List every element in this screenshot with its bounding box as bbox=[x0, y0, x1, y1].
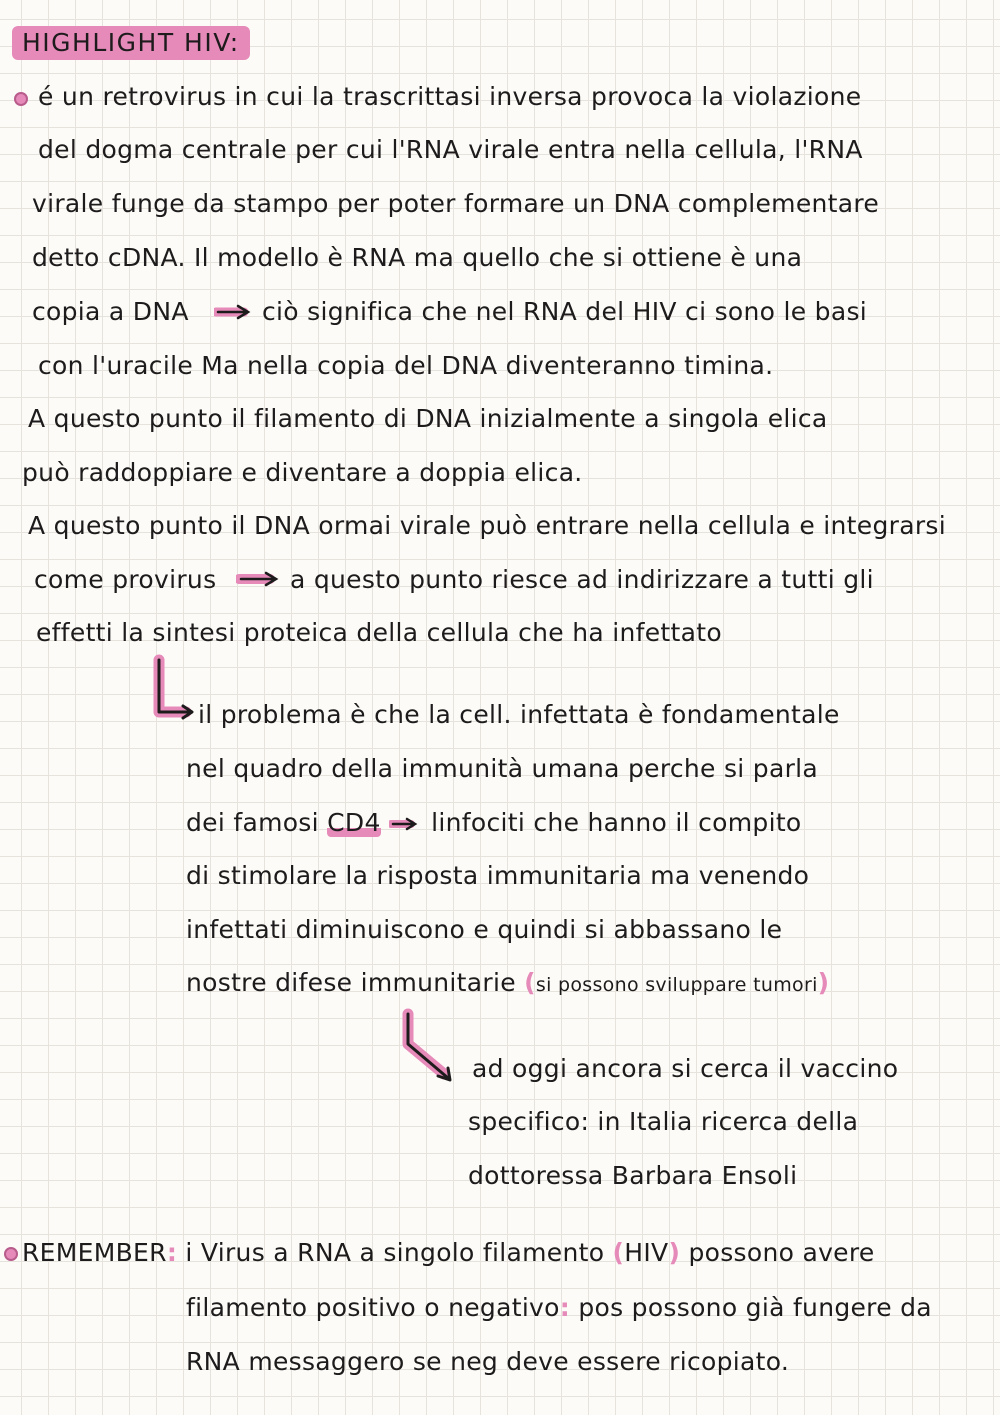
text-line: ad oggi ancora si cerca il vaccino bbox=[472, 1054, 899, 1083]
paren-close: ) bbox=[817, 968, 830, 997]
l-arrow-icon bbox=[150, 654, 200, 724]
text-fragment: HIV bbox=[624, 1238, 669, 1267]
text-fragment: pos possono già fungere da bbox=[578, 1293, 932, 1322]
text-line bbox=[22, 1236, 875, 1270]
text-line: con l'uracile Ma nella copia del DNA diventeranno timina. bbox=[38, 351, 774, 380]
text-line bbox=[186, 806, 802, 840]
text-line: specifico: in Italia ricerca della bbox=[468, 1107, 859, 1136]
paren-close: ) bbox=[668, 1238, 681, 1267]
text-line: effetti la sintesi proteica della cellula che ha infettato bbox=[36, 618, 722, 647]
colon-mark: : bbox=[166, 1238, 178, 1267]
text-line: virale funge da stampo per poter formare un DNA complementare bbox=[32, 189, 880, 218]
bullet-dot bbox=[4, 1247, 18, 1261]
text-fragment: possono avere bbox=[688, 1238, 875, 1267]
colon-mark: : bbox=[559, 1293, 571, 1322]
paren-open: ( bbox=[612, 1238, 625, 1267]
arrow-right-icon bbox=[214, 303, 258, 321]
text-line: A questo punto il filamento di DNA inizialmente a singola elica bbox=[28, 404, 828, 433]
text-line: A questo punto il DNA ormai virale può entrare nella cellula e integrarsi bbox=[28, 511, 946, 540]
text-line: del dogma centrale per cui l'RNA virale entra nella cellula, l'RNA bbox=[38, 135, 863, 164]
text-line: dottoressa Barbara Ensoli bbox=[468, 1161, 798, 1190]
remember-label: REMEMBER bbox=[22, 1238, 167, 1267]
text-fragment: nostre difese immunitarie bbox=[186, 968, 516, 997]
text-line: il problema è che la cell. infettata è fondamentale bbox=[198, 700, 840, 729]
text-fragment: linfociti che hanno il compito bbox=[431, 808, 802, 837]
text-line: può raddoppiare e diventare a doppia elica. bbox=[22, 458, 583, 487]
l-arrow-icon bbox=[398, 1008, 468, 1086]
cd4-highlight: CD4 bbox=[327, 808, 381, 837]
paren-open: ( bbox=[524, 968, 536, 997]
text-line: di stimolare la risposta immunitaria ma venendo bbox=[186, 861, 810, 890]
text-line bbox=[186, 966, 829, 1002]
text-fragment: si possono sviluppare tumori bbox=[535, 974, 818, 996]
text-line: é un retrovirus in cui la trascrittasi inversa provoca la violazione bbox=[38, 82, 862, 111]
text-line: detto cDNA. Il modello è RNA ma quello che si ottiene è una bbox=[32, 243, 803, 272]
arrow-right-icon bbox=[389, 816, 423, 832]
text-fragment: filamento positivo o negativo bbox=[186, 1293, 560, 1322]
text-line: a questo punto riesce ad indirizzare a tutti gli bbox=[290, 565, 874, 594]
text-line: copia a DNA bbox=[32, 297, 189, 326]
text-line: ciò significa che nel RNA del HIV ci sono le basi bbox=[262, 297, 868, 326]
text-line: come provirus bbox=[34, 565, 217, 594]
text-line bbox=[186, 1291, 932, 1325]
text-fragment: i Virus a RNA a singolo filamento bbox=[185, 1238, 605, 1267]
text-line: nel quadro della immunità umana perche si parla bbox=[186, 754, 819, 783]
bullet-dot bbox=[14, 92, 28, 106]
text-line: RNA messaggero se neg deve essere ricopiato. bbox=[186, 1347, 790, 1376]
text-line: infettati diminuiscono e quindi si abbassano le bbox=[186, 915, 783, 944]
page-title: HIGHLIGHT HIV: bbox=[12, 26, 250, 60]
text-fragment: dei famosi bbox=[186, 808, 319, 837]
arrow-right-icon bbox=[236, 570, 286, 588]
